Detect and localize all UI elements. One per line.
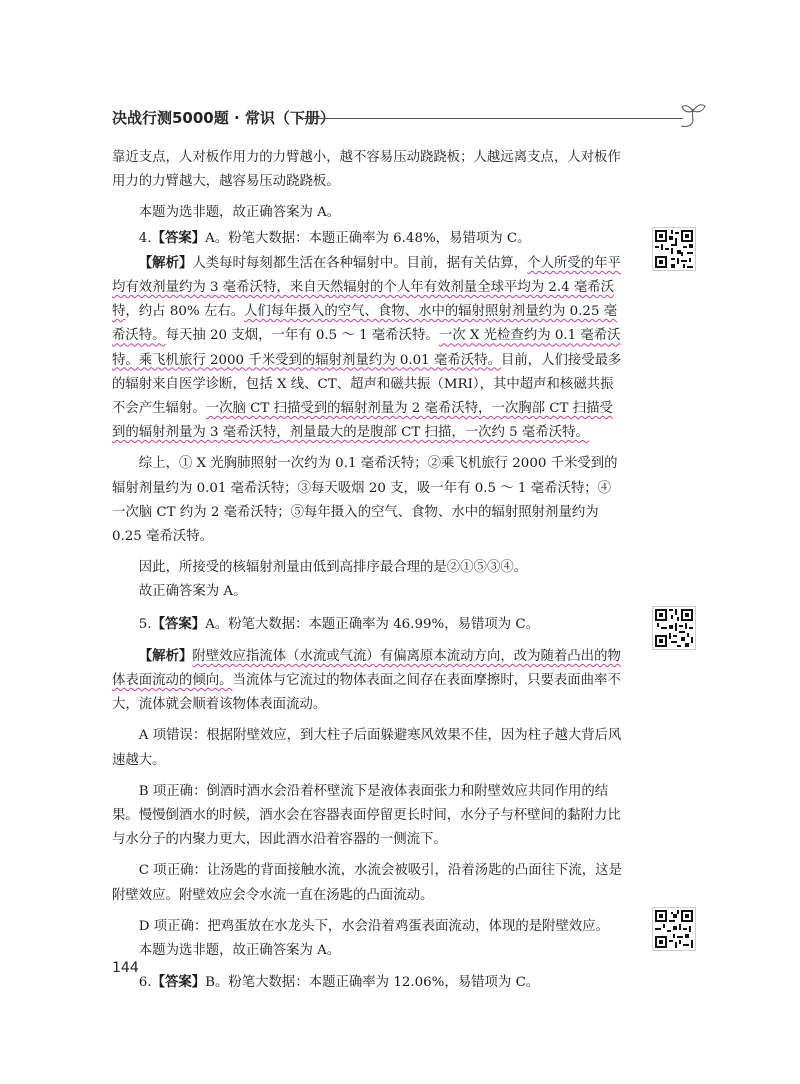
- q5-option-b: B 项正确：倒酒时酒水会沿着杯壁流下是液体表面张力和附壁效应共同作用的结果。慢慢倒酒水的时候，酒水会在容器表面停留更长时间，水分子与杯壁间的黏附力比与水分子的内聚力更大，因此酒水沿着容器的一侧流下。: [112, 783, 621, 848]
- q5-answer-text: A。粉笔大数据：本题正确率为 46.99%，易错项为 C。: [205, 616, 540, 632]
- q4-analysis-s7: 乘飞机旅行 2000 千米受到的辐射剂量约为 0.01 毫希沃特。: [138, 352, 501, 368]
- page-content: [112, 146, 622, 996]
- q4-conclusion: 故正确答案为 A。: [138, 584, 247, 600]
- header-title: 决战行测5000题 · 常识（下册）: [112, 109, 335, 127]
- q4-analysis-s3: ，约占 80% 左右。: [125, 304, 245, 320]
- q5-analysis-s1: 附壁效应指流体（水流或气流）有偏离原本流动方向，改为随着凸出的物体表面流动的倾向。: [112, 648, 621, 689]
- q4-answer-line: [112, 226, 622, 251]
- q5-answer-tag: 【答案】: [151, 615, 206, 632]
- page-header: [112, 101, 707, 135]
- paragraph-q3-conclusion: 本题为选非题，故正确答案为 A。: [138, 205, 341, 221]
- q4-analysis-s8: 目前，人们接受最多的辐射来自医学诊断，包括 X 线、CT、超声和磁共振（MRI），其中超声和核磁共振不会产生辐射。: [112, 352, 622, 417]
- q6-answer-line: [112, 970, 622, 995]
- q5-analysis-tag: 【解析】: [138, 647, 193, 664]
- q6-qr-code-icon[interactable]: [652, 907, 696, 951]
- q5-answer-line: [112, 612, 622, 637]
- q4-analysis-s2: 个人所受的年平均有效剂量约为 3 毫希沃特，来自天然辐射的个人年有效剂量全球平均为 2.4 毫希沃特: [112, 255, 621, 320]
- q5-number: 5.: [138, 616, 152, 632]
- sprout-leaf-icon: [679, 101, 707, 131]
- header-rule: [298, 118, 683, 119]
- q4-analysis-tag: 【解析】: [138, 254, 193, 271]
- q4-analysis-s6: 一次 X 光检查约为 0.1 毫希沃特。: [112, 328, 621, 368]
- q4-answer-tag: 【答案】: [151, 229, 206, 246]
- q5-option-c: C 项正确：让汤匙的背面接触水流，水流会被吸引，沿着汤匙的凸面往下流，这是附壁效应。附壁效应会令水流一直在汤匙的凸面流动。: [112, 863, 622, 903]
- q5-analysis: [112, 644, 622, 718]
- paragraph-continuation: 靠近支点，人对板作用力的力臂越小，越不容易压动跷跷板；人越远离支点，人对板作用力的力臂越大，越容易压动跷跷板。: [112, 150, 621, 190]
- q4-order: 因此，所接受的核辐射剂量由低到高排序最合理的是②①⑤③④。: [138, 560, 528, 576]
- q6-answer-text: B。粉笔大数据：本题正确率为 12.06%，易错项为 C。: [205, 975, 540, 991]
- q4-summary: 综上，① X 光胸肺照射一次约为 0.1 毫希沃特；②乘飞机旅行 2000 千米受到的辐射剂量约为 0.01 毫希沃特；③每天吸烟 20 支，吸一年有 0.5 ～ 1 毫希沃特；④一次脑 CT 约为 2 毫希沃特；⑤每年摄入的空气、食物、水中的辐射照射剂量约为 0.25 毫希沃特。: [112, 456, 618, 545]
- q4-analysis-s9: 一次脑 CT 扫描受到的辐射剂量为 2 毫希沃特，一次胸部 CT 扫描受到的辐射剂量为 3 毫希沃特: [112, 401, 613, 441]
- q5-option-a: A 项错误：根据附壁效应，到大柱子后面躲避寒风效果不佳，因为柱子越大背后风速越大。: [112, 728, 622, 768]
- q5-analysis-s2: 当流体与它流过的物体表面之间存在表面摩擦时，只要表面曲率不大，流体就会顺着该物体表面流动。: [112, 673, 621, 713]
- page-number: 144: [112, 960, 139, 976]
- q5-qr-code-icon[interactable]: [652, 606, 696, 650]
- q4-analysis-s5: 每天抽 20 支烟，一年有 0.5 ～ 1 毫希沃特。: [165, 328, 439, 344]
- q6-answer-tag: 【答案】: [151, 974, 206, 991]
- q4-analysis: [112, 251, 622, 446]
- q4-analysis-s1: 人类每时每刻都生活在各种辐射中。目前，据有关估算，: [192, 255, 528, 271]
- q5-option-d: D 项正确：把鸡蛋放在水龙头下，水会沿着鸡蛋表面流动，体现的是附壁效应。: [138, 918, 610, 934]
- q5-conclusion: 本题为选非题，故正确答案为 A。: [138, 943, 341, 959]
- q4-number: 4.: [138, 230, 152, 246]
- q4-analysis-s10: ，剂量最大的是腹部 CT 扫描，一次约 5 毫希沃特。: [276, 425, 589, 441]
- q6-number: 6.: [138, 975, 152, 991]
- q4-answer-text: A。粉笔大数据：本题正确率为 6.48%，易错项为 C。: [205, 230, 531, 246]
- q4-analysis-s4: 人们每年摄入的空气、食物、水中的辐射照射剂量约为 0.25 毫希沃特。: [112, 304, 618, 344]
- q4-qr-code-icon[interactable]: [652, 227, 696, 271]
